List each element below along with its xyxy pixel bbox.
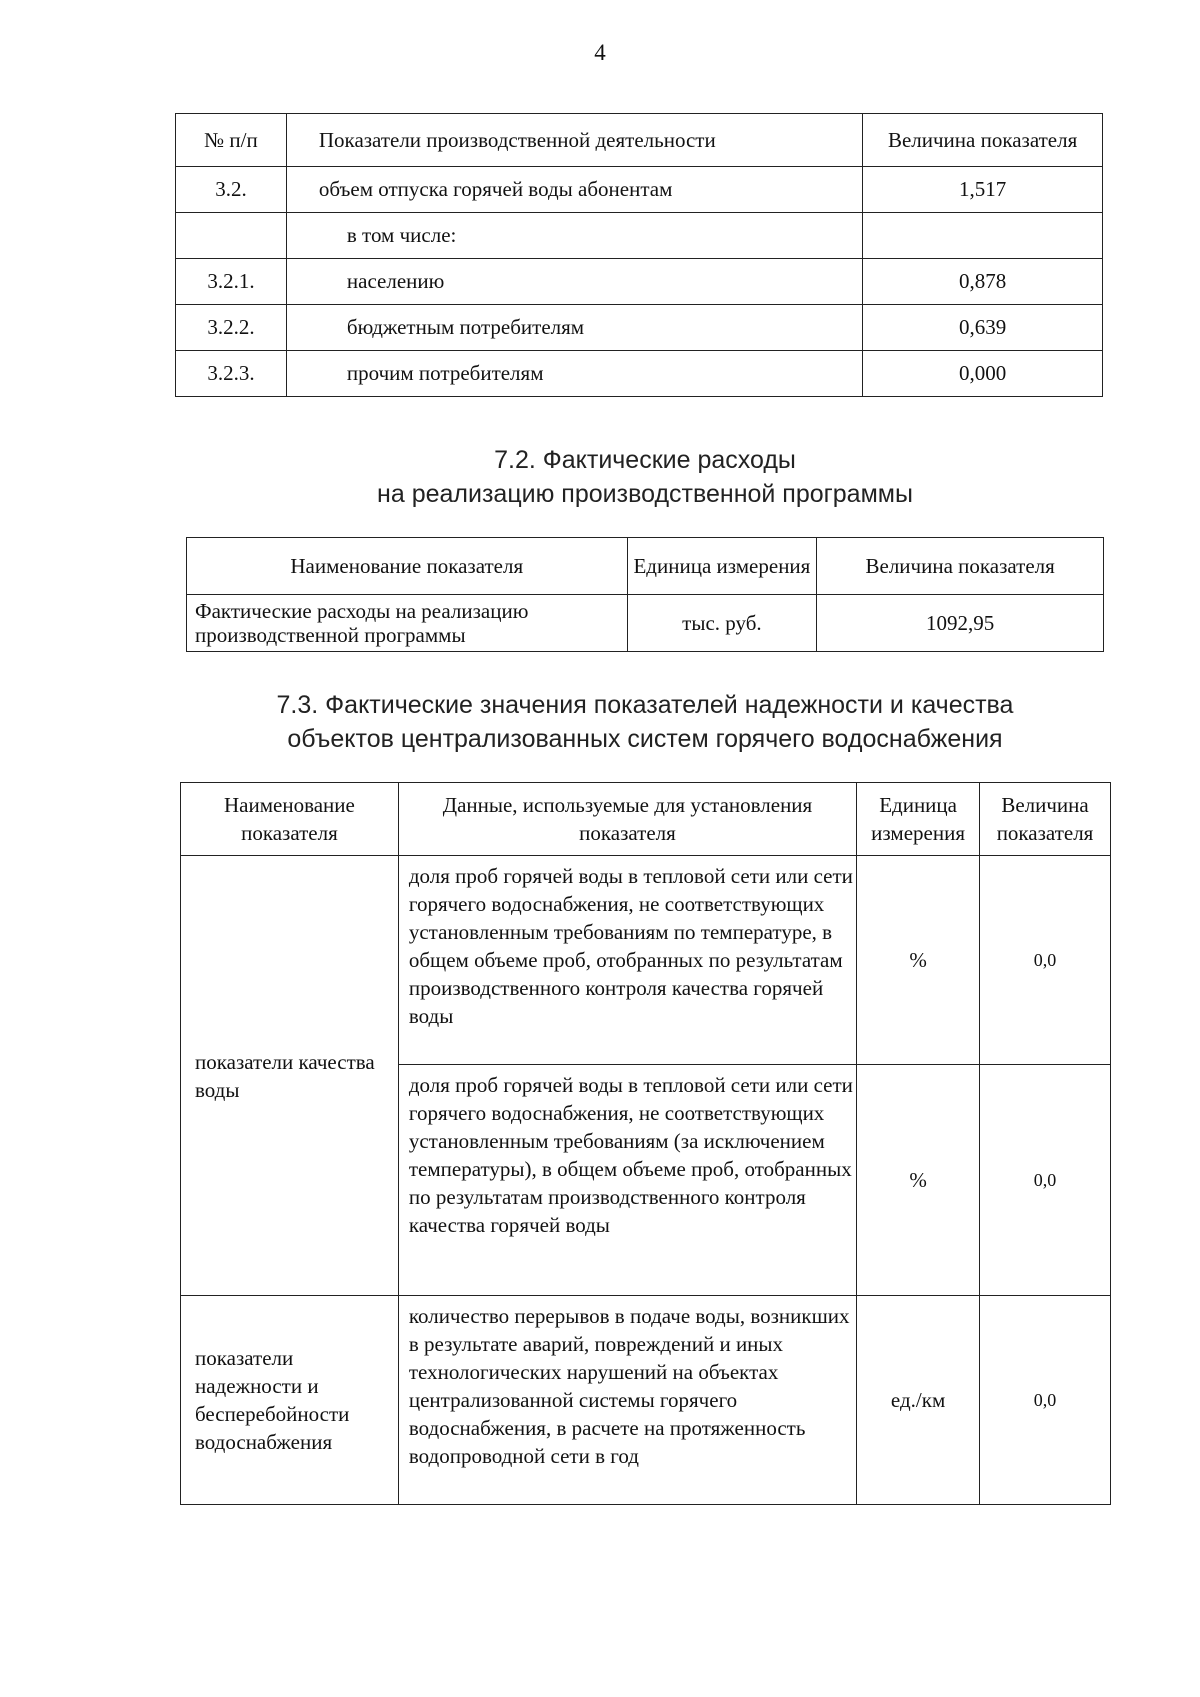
row-number: 3.2.1.	[176, 259, 287, 305]
row-description: доля проб горячей воды в тепловой сети или сети горячего водоснабжения, не соответствующих установленным требованиям (за исключением температуры), в общем объеме проб, отобранных по результатам производственного контроля качества горячей воды	[398, 1065, 856, 1296]
section-7-2-line1: 7.2. Фактические расходы	[494, 446, 796, 474]
header-indicators: Показатели производственной деятельности	[286, 114, 862, 167]
table-header-row	[187, 538, 1104, 595]
row-description: доля проб горячей воды в тепловой сети или сети горячего водоснабжения, не соответствующих установленным требованиям по температуре, в общем объеме проб, отобранных по результатам производственного контроля качества горячей воды	[398, 856, 856, 1065]
row-value: 0,0	[980, 1065, 1111, 1296]
row-name: в том числе:	[286, 213, 862, 259]
table-row	[176, 167, 1103, 213]
row-name: объем отпуска горячей воды абонентам	[286, 167, 862, 213]
row-value: 1,517	[863, 167, 1103, 213]
row-value: 0,000	[863, 351, 1103, 397]
row-value: 0,639	[863, 305, 1103, 351]
section-7-3-line2: объектов централизованных систем горячего водоснабжения	[287, 725, 1003, 753]
header-name: Наименование показателя	[187, 538, 628, 595]
table-row	[181, 1296, 1111, 1505]
header-data: Данные, используемые для установления показателя	[398, 783, 856, 856]
row-number: 3.2.2.	[176, 305, 287, 351]
row-number	[176, 213, 287, 259]
header-value: Величина показателя	[980, 783, 1111, 856]
actual-expenses-table	[186, 537, 1104, 652]
row-unit: %	[857, 1065, 980, 1296]
production-indicators-table	[175, 113, 1103, 397]
table-row	[187, 595, 1104, 652]
row-value: 0,878	[863, 259, 1103, 305]
row-number: 3.2.3.	[176, 351, 287, 397]
table-row	[176, 259, 1103, 305]
header-unit: Единица измерения	[857, 783, 980, 856]
header-name: Наименование показателя	[181, 783, 399, 856]
header-number: № п/п	[176, 114, 287, 167]
group-name-water-quality: показатели качества воды	[181, 856, 399, 1296]
page-number: 4	[594, 40, 606, 65]
header-unit: Единица измерения	[627, 538, 817, 595]
table-row	[181, 856, 1111, 1065]
row-unit: ед./км	[857, 1296, 980, 1505]
section-7-2-line2: на реализацию производственной программы	[377, 480, 913, 508]
row-unit: тыс. руб.	[627, 595, 817, 652]
header-value: Величина показателя	[817, 538, 1104, 595]
row-name: населению	[286, 259, 862, 305]
row-description: количество перерывов в подаче воды, возникших в результате аварий, повреждений и иных технологических нарушений на объектах централизованной системы горячего водоснабжения, в расчете на протяженность водопроводной сети в год	[398, 1296, 856, 1505]
table-row	[176, 351, 1103, 397]
row-value: 0,0	[980, 1296, 1111, 1505]
table-row	[176, 305, 1103, 351]
row-value: 0,0	[980, 856, 1111, 1065]
row-unit: %	[857, 856, 980, 1065]
section-7-3-line1: 7.3. Фактические значения показателей надежности и качества	[276, 691, 1014, 719]
section-7-3-heading	[0, 688, 1200, 756]
row-name: бюджетным потребителям	[286, 305, 862, 351]
table-header-row	[176, 114, 1103, 167]
reliability-quality-table	[180, 782, 1111, 1505]
row-name: Фактические расходы на реализацию производственной программы	[187, 595, 628, 652]
section-7-2-heading	[0, 443, 1200, 511]
table-header-row	[181, 783, 1111, 856]
group-name-reliability: показатели надежности и бесперебойности водоснабжения	[181, 1296, 399, 1505]
row-value	[863, 213, 1103, 259]
header-value: Величина показателя	[863, 114, 1103, 167]
row-number: 3.2.	[176, 167, 287, 213]
table-row	[176, 213, 1103, 259]
row-name: прочим потребителям	[286, 351, 862, 397]
row-value: 1092,95	[817, 595, 1104, 652]
